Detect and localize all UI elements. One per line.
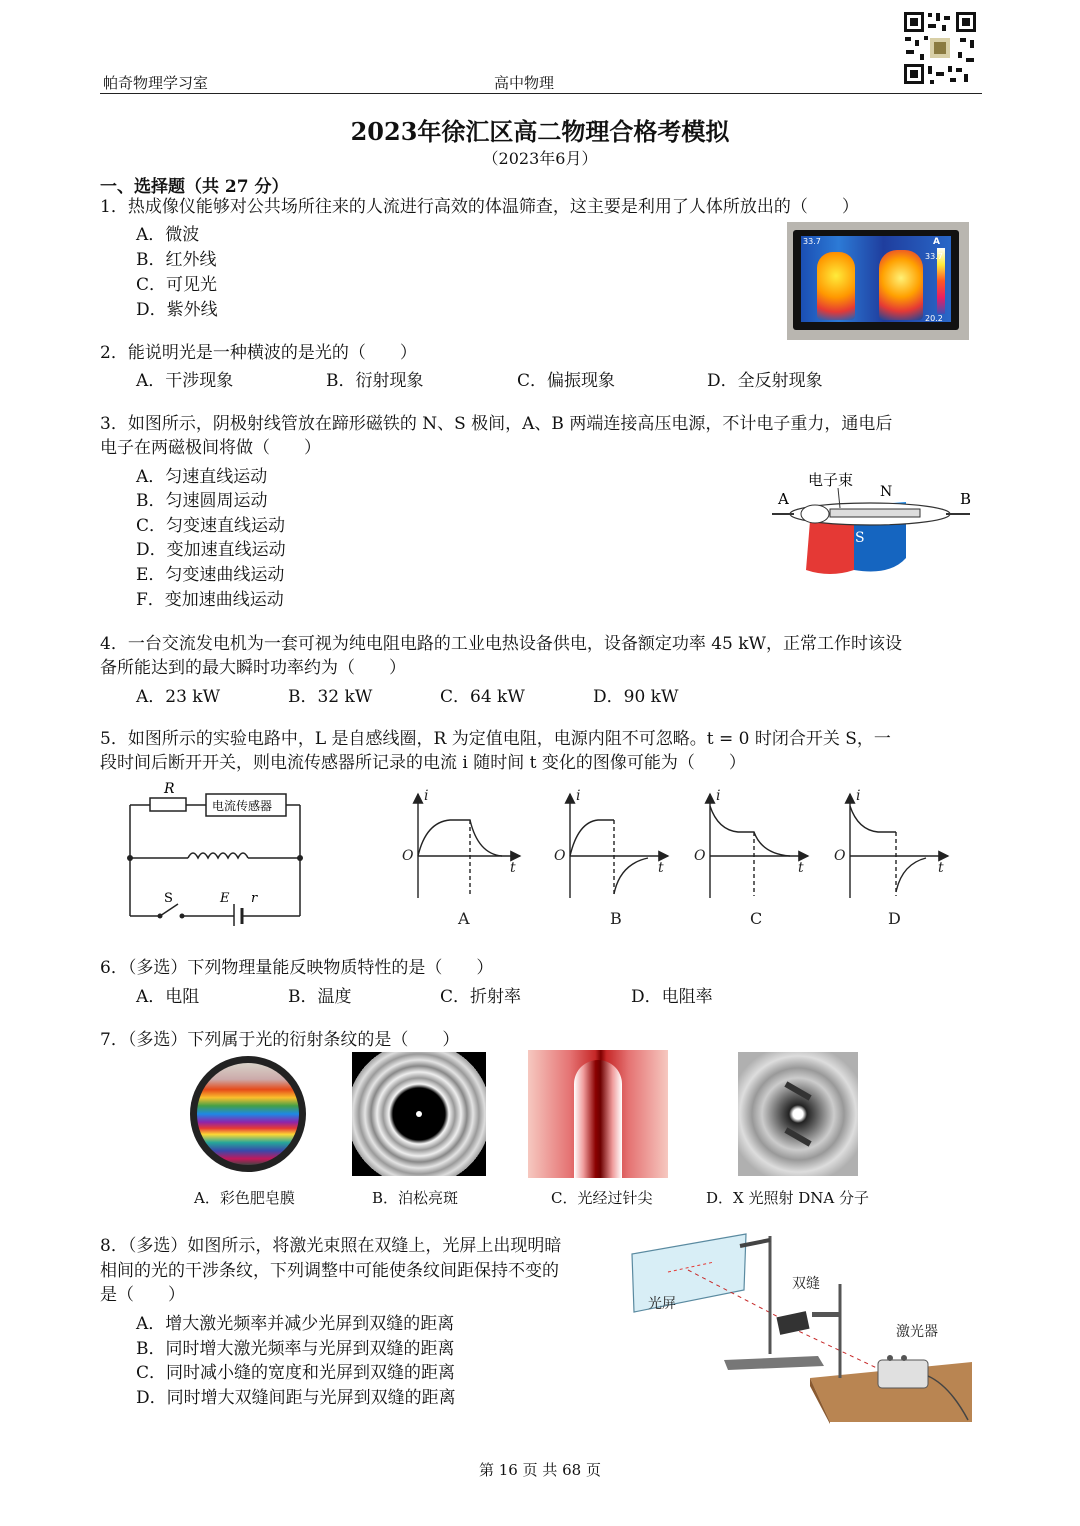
header-rule: [100, 93, 982, 94]
svg-text:双缝: 双缝: [792, 1276, 820, 1292]
q5-stem-line2: 段时间后断开开关，则电流传感器所记录的电流 i 随时间 t 变化的图像可能为（ ）: [100, 753, 746, 773]
q7-caption-d: D．X 光照射 DNA 分子: [706, 1189, 869, 1207]
q2-option-a[interactable]: A．干涉现象: [136, 371, 234, 391]
svg-text:电流传感器: 电流传感器: [212, 799, 273, 813]
section-heading: 一、选择题（共 27 分）: [100, 177, 289, 197]
svg-text:R: R: [164, 781, 175, 797]
q6-option-b[interactable]: B．温度: [288, 987, 352, 1007]
svg-text:B: B: [960, 490, 972, 508]
svg-text:r: r: [251, 891, 258, 906]
q8-option-b[interactable]: B．同时增大激光频率与光屏到双缝的距离: [136, 1339, 455, 1359]
svg-text:i: i: [576, 788, 581, 804]
svg-text:S: S: [855, 530, 865, 546]
q4-option-b[interactable]: B．32 kW: [288, 687, 373, 707]
double-slit-apparatus-figure: [628, 1226, 972, 1424]
q2-option-d[interactable]: D．全反射现象: [707, 371, 823, 391]
q4-option-d[interactable]: D．90 kW: [593, 687, 679, 707]
svg-text:O: O: [402, 848, 414, 864]
svg-text:t: t: [798, 860, 804, 876]
qr-code-icon: [902, 10, 978, 86]
svg-text:N: N: [880, 484, 893, 500]
cathode-ray-tube-figure: [770, 466, 980, 580]
q2-option-b[interactable]: B．衍射现象: [326, 371, 424, 391]
q3-option-e[interactable]: E．匀变速曲线运动: [136, 565, 285, 585]
q2-option-c[interactable]: C．偏振现象: [517, 371, 616, 391]
svg-text:S: S: [164, 891, 173, 906]
svg-text:C: C: [750, 909, 763, 928]
svg-text:O: O: [694, 848, 706, 864]
q8-option-c[interactable]: C．同时减小缝的宽度和光屏到双缝的距离: [136, 1363, 456, 1383]
q4-option-a[interactable]: A．23 kW: [136, 687, 221, 707]
svg-text:电子束: 电子束: [808, 471, 854, 489]
thermal-camera-photo: 33.7 A 33.7 20.2: [787, 222, 969, 340]
q5-circuit-diagram: [120, 778, 310, 926]
q6-option-d[interactable]: D．电阻率: [631, 987, 713, 1007]
exam-date: （2023年6月）: [482, 149, 598, 168]
q7-caption-b: B．泊松亮斑: [372, 1189, 459, 1207]
svg-text:A: A: [458, 909, 470, 928]
header-center: 高中物理: [494, 74, 555, 92]
q1-option-c[interactable]: C．可见光: [136, 275, 218, 295]
poisson-spot-photo[interactable]: [352, 1052, 486, 1176]
q5-graph-c: [710, 794, 808, 898]
q5-graph-a: [418, 794, 520, 898]
q6-stem: 6．（多选）下列物理量能反映物质特性的是（ ）: [100, 958, 494, 978]
header-left: 帕奇物理学习室: [103, 74, 209, 92]
svg-text:光屏: 光屏: [648, 1296, 676, 1312]
svg-text:激光器: 激光器: [896, 1324, 938, 1340]
q8-stem-line3: 是（ ）: [100, 1285, 185, 1305]
q3-stem-line2: 电子在两磁极间将做（ ）: [100, 438, 321, 458]
q3-option-b[interactable]: B．匀速圆周运动: [136, 491, 268, 511]
dna-xray-photo[interactable]: [738, 1052, 858, 1176]
q3-option-a[interactable]: A．匀速直线运动: [136, 467, 268, 487]
q2-stem: 2．能说明光是一种横波的是光的（ ）: [100, 343, 417, 363]
soap-film-photo[interactable]: [188, 1052, 308, 1176]
q1-option-d[interactable]: D．紫外线: [136, 300, 218, 320]
q8-option-d[interactable]: D．同时增大双缝间距与光屏到双缝的距离: [136, 1388, 456, 1408]
page-title: 2023年徐汇区高二物理合格考模拟: [350, 117, 730, 146]
q5-graph-b: [570, 794, 668, 898]
q3-option-d[interactable]: D．变加速直线运动: [136, 540, 286, 560]
svg-text:t: t: [510, 860, 516, 876]
svg-text:t: t: [658, 860, 664, 876]
svg-text:O: O: [834, 848, 846, 864]
q7-caption-c: C．光经过针尖: [551, 1189, 653, 1207]
q5-stem-line1: 5．如图所示的实验电路中，L 是自感线圈，R 为定值电阻，电源内阻不可忽略。t = 0 时闭合开关 S，一: [100, 729, 891, 749]
q1-stem: 1．热成像仪能够对公共场所往来的人流进行高效的体温筛查，这主要是利用了人体所放出的（ ）: [100, 197, 859, 217]
q1-option-a[interactable]: A．微波: [136, 225, 200, 245]
svg-text:O: O: [554, 848, 566, 864]
q3-option-c[interactable]: C．匀变速直线运动: [136, 516, 286, 536]
svg-text:D: D: [888, 909, 901, 928]
svg-text:B: B: [610, 909, 622, 928]
q3-option-f[interactable]: F．变加速曲线运动: [136, 590, 284, 610]
q4-option-c[interactable]: C．64 kW: [440, 687, 525, 707]
q8-stem-line2: 相间的光的干涉条纹，下列调整中可能使条纹间距保持不变的: [100, 1261, 559, 1281]
svg-text:E: E: [220, 891, 230, 906]
q7-caption-a: A．彩色肥皂膜: [194, 1189, 295, 1207]
q4-stem-line1: 4．一台交流发电机为一套可视为纯电阻电路的工业电热设备供电，设备额定功率 45 kW，正常工作时该设: [100, 634, 903, 654]
q3-stem-line1: 3．如图所示，阴极射线管放在蹄形磁铁的 N、S 极间，A、B 两端连接高压电源，不计电子重力，通电后: [100, 414, 893, 434]
svg-text:t: t: [938, 860, 944, 876]
q5-graphs: [398, 786, 958, 932]
q4-stem-line2: 备所能达到的最大瞬时功率约为（ ）: [100, 658, 406, 678]
q1-option-b[interactable]: B．红外线: [136, 250, 217, 270]
needle-tip-photo[interactable]: [528, 1050, 668, 1178]
page-footer: 第 16 页 共 68 页: [478, 1461, 601, 1479]
svg-text:i: i: [856, 788, 861, 804]
q8-stem-line1: 8．（多选）如图所示，将激光束照在双缝上，光屏上出现明暗: [100, 1236, 562, 1256]
q7-stem: 7．（多选）下列属于光的衍射条纹的是（ ）: [100, 1030, 460, 1050]
q5-graph-d: [850, 794, 948, 898]
svg-text:i: i: [716, 788, 721, 804]
svg-text:A: A: [778, 490, 789, 508]
q6-option-c[interactable]: C．折射率: [440, 987, 522, 1007]
q6-option-a[interactable]: A．电阻: [136, 987, 200, 1007]
q8-option-a[interactable]: A．增大激光频率并减少光屏到双缝的距离: [136, 1314, 455, 1334]
svg-text:i: i: [424, 788, 429, 804]
